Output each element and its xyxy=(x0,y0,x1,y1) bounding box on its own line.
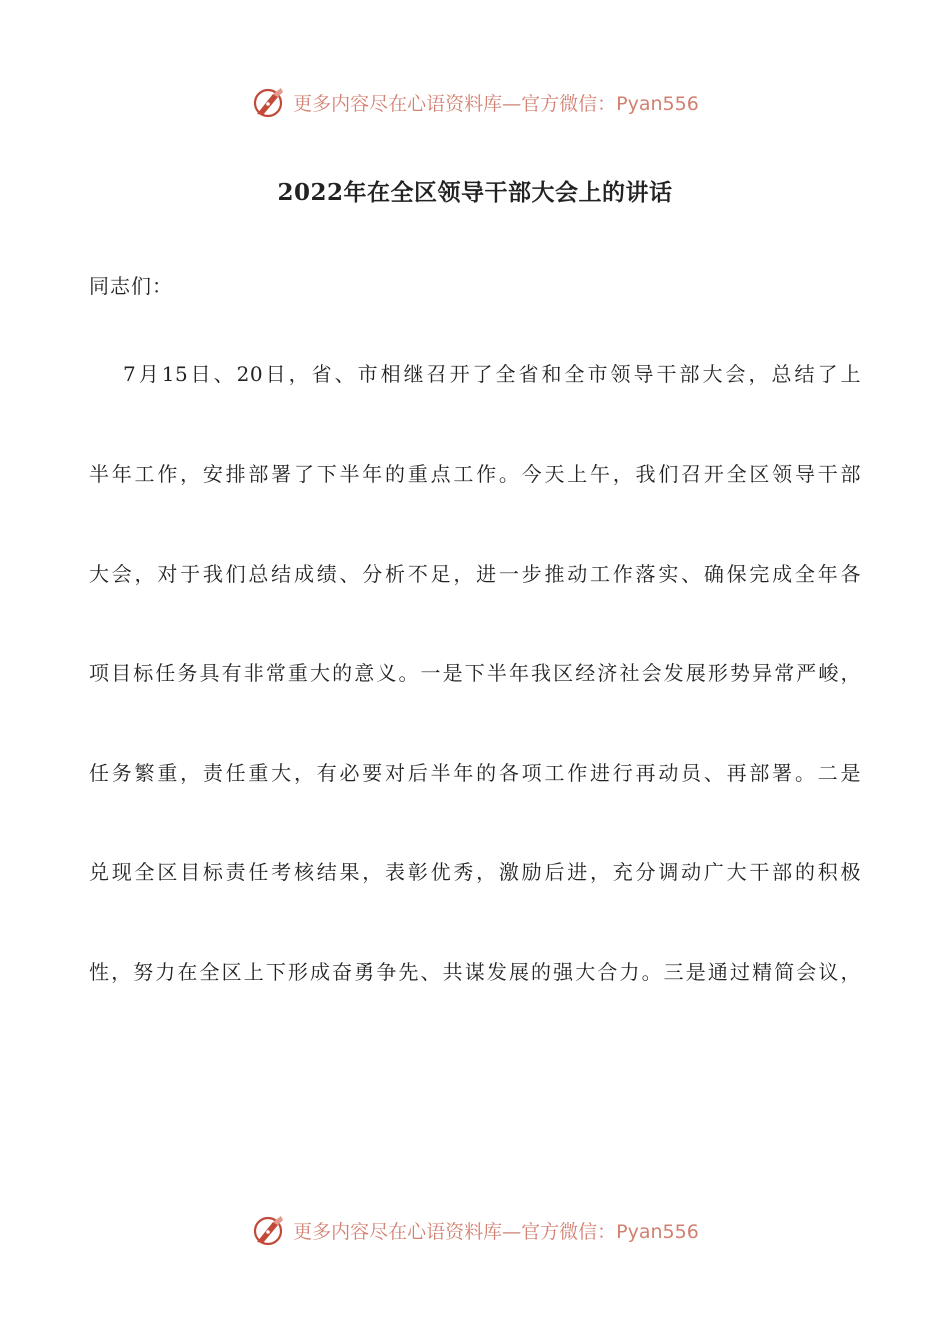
watermark-text xyxy=(293,1217,699,1244)
body-line: 7月15日、20日，省、市相继召开了全省和全市领导干部大会，总结了上 xyxy=(123,362,861,386)
header-watermark-banner xyxy=(0,82,950,122)
body-line: 项目标任务具有非常重大的意义。一是下半年我区经济社会发展形势异常严峻， xyxy=(89,661,861,685)
document-title: 2022年在全区领导干部大会上的讲话 xyxy=(277,179,673,206)
pen-nib-logo-icon xyxy=(251,84,287,120)
watermark-lead-text: 更多内容尽在心语资料库—官方微信： xyxy=(293,1220,617,1243)
body-line: 兑现全区目标责任考核结果，表彰优秀，激励后进，充分调动广大干部的积极 xyxy=(89,860,861,884)
pen-nib-logo-icon xyxy=(251,1212,287,1248)
body-line: 半年工作，安排部署了下半年的重点工作。今天上午，我们召开全区领导干部 xyxy=(89,462,861,486)
footer-watermark-banner xyxy=(0,1210,950,1250)
body-line: 大会，对于我们总结成绩、分析不足，进一步推动工作落实、确保完成全年各 xyxy=(89,562,861,586)
watermark-account-text: Pyan556 xyxy=(616,92,699,115)
salutation: 同志们： xyxy=(89,274,173,298)
body-line: 任务繁重，责任重大，有必要对后半年的各项工作进行再动员、再部署。二是 xyxy=(89,761,861,785)
watermark-text xyxy=(293,89,699,116)
watermark-lead-text: 更多内容尽在心语资料库—官方微信： xyxy=(293,92,617,115)
watermark-account-text: Pyan556 xyxy=(616,1220,699,1243)
body-line: 性，努力在全区上下形成奋勇争先、共谋发展的强大合力。三是通过精简会议， xyxy=(89,960,861,984)
